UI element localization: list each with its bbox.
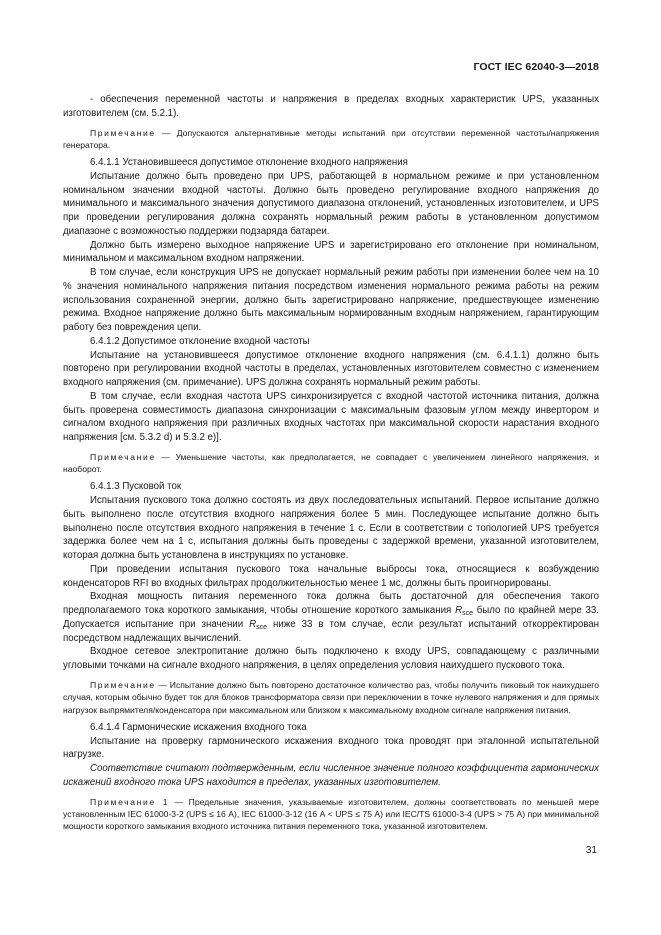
paragraph: Испытание на установившееся допустимое отклонение входного напряжения (см. 6.4.1.1) должно быть повторено при регулировании входной частоты в пределах, установленных изготовителем совместно с изменением входного напряжения (см. примечание). UPS должна сохранять нормальный режим работы. bbox=[63, 349, 599, 389]
note bbox=[63, 127, 599, 152]
note bbox=[63, 679, 599, 716]
paragraph: При проведении испытания пускового тока начальные выбросы тока, относящиеся к возбуждению конденсаторов RFI во входных фильтрах продолжительностью менее 1 мс, должны быть проигнорированы. bbox=[63, 563, 599, 589]
document-header: ГОСТ IEC 62040-3—2018 bbox=[473, 61, 599, 73]
compliance-statement: Соответствие считают подтвержденным, если численное значение полного коэффициента гармонических искажений входного тока UPS находится в пределах, указанных изготовителем. bbox=[63, 763, 599, 788]
note bbox=[63, 796, 599, 833]
paragraph: В том случае, если конструкция UPS не допускает нормальный режим работы при изменении более чем на 10 % значения номинального напряжения питания посредством изменения нормального режима работы на режим использования сохраненной энергии, должно быть зарегистрировано напряжение, предшествующее изменению режима. Входное напряжение должно быть максимальным нормированным входным напряжением, гарантирующим работу без повреждения цепи. bbox=[63, 267, 599, 334]
rsce-symbol: R bbox=[455, 605, 463, 617]
document-body bbox=[63, 93, 599, 837]
paragraph: - обеспечения переменной частоты и напряжения в пределах входных характеристик UPS, указанных изготовителем (см. 5.2.1). bbox=[63, 94, 599, 119]
paragraph: В том случае, если входная частота UPS синхронизируется с входной частотой источника питания, должна быть проверена совместимость диапазона синхронизации с максимальным фазовым углом между инвертором и сигналом входного напряжения при различных входных частотах при максимальной скорости нарастания входного напряжения [см. 5.3.2 d) и 5.3.2 e)]. bbox=[63, 390, 599, 444]
note-label: Примечание bbox=[90, 451, 156, 462]
note-text: — Испытание должно быть повторено достаточное количество раз, чтобы получить пиковый ток наихудшего случая, которым обычно будет ток для блоков трансформатора связи при переключении в точке нулевого напряжения и для прямых нагрузок выпрямителя/конденсатора при максимальном или близком к максимальному входном сигнале напряжения питания. bbox=[63, 679, 599, 715]
note-text: — Допускаются альтернативные методы испытаний при отсутствии переменной частоты/напряжения генератора. bbox=[63, 127, 599, 150]
section-heading: 6.4.1.4 Гармонические искажения входного тока bbox=[90, 721, 307, 733]
note-text: — Уменьшение частоты, как предполагается, не совпадает с увеличением линейного напряжения, и наоборот. bbox=[63, 451, 599, 475]
paragraph-rsce: Входная мощность питания переменного тока должна быть достаточной для обеспечения такого предполагаемого тока короткого замыкания, чтобы отношение короткого замыкания $R_{sce}$ было по крайней мере 33. Допускается испытание при значении $R_{sce}$ ниже 33 в том случае, если результат испытаний откорректирован посредством надлежащих вычислений. bbox=[63, 591, 599, 644]
paragraph: Входное сетевое электропитание должно быть подключено к входу UPS, совпадающему с различными угловыми точками на сигнале входного напряжения, в целях определения условия наихудшего пускового тока. bbox=[63, 646, 599, 672]
note-label: Примечание bbox=[90, 127, 156, 138]
rsce-symbol: R bbox=[249, 618, 257, 630]
section-heading: 6.4.1.3 Пусковой ток bbox=[90, 481, 182, 493]
paragraph: Испытание на проверку гармонического искажения входного тока проводят при эталонной испытательной нагрузке. bbox=[63, 735, 599, 761]
note bbox=[63, 451, 599, 476]
paragraph: Испытание должно быть проведено при UPS, работающей в нормальном режиме и при установленном номинальном значении входной частоты. Должно быть проведено регулирование входного напряжения до минимального и максимального значения допустимого диапазона отклонений, установленных изготовителем, и UPS при проведении регулирования должна сохранять нормальный режим работы в установленном допустимом диапазоне с возможностью поддержки подзаряда батареи. bbox=[63, 170, 599, 237]
paragraph: Должно быть измерено выходное напряжение UPS и зарегистрировано его отклонение при номинальном, минимальном и максимальном входном напряжении. bbox=[63, 239, 599, 265]
section-heading: 6.4.1.1 Установившееся допустимое отклонение входного напряжения bbox=[90, 157, 408, 169]
note-label: Примечание bbox=[90, 679, 156, 690]
section-heading: 6.4.1.2 Допустимое отклонение входной частоты bbox=[90, 335, 310, 347]
note-label: Примечание 1 bbox=[90, 796, 170, 807]
paragraph: Испытания пускового тока должно состоять из двух последовательных испытаний. Первое испытание должно быть выполнено после отсутствия входного напряжения более 5 мин. Последующее испытание должно быть выполнено после отсутствия входного напряжения в течение 1 с. Если в соответствии с топологией UPS требуется задержка более чем на 1 с, испытания должны быть проведены с задержкой времени, указанной изготовителем, которая должна быть установлена в инструкциях по установке. bbox=[63, 495, 599, 562]
note-text: — Предельные значения, указываемые изготовителем, должны соответствовать по меньшей мере установленным IEC 61000-3-2 (UPS ≤ 16 А), IEC 61000-3-12 (16 А < UPS ≤ 75 А) или IEC/TS 61000-3-4 (UPS > 75 А) при минимальной мощности короткого замыкания входного источника питания переменного тока, указанной изготовителем. bbox=[63, 796, 599, 832]
page-number: 31 bbox=[585, 845, 597, 856]
